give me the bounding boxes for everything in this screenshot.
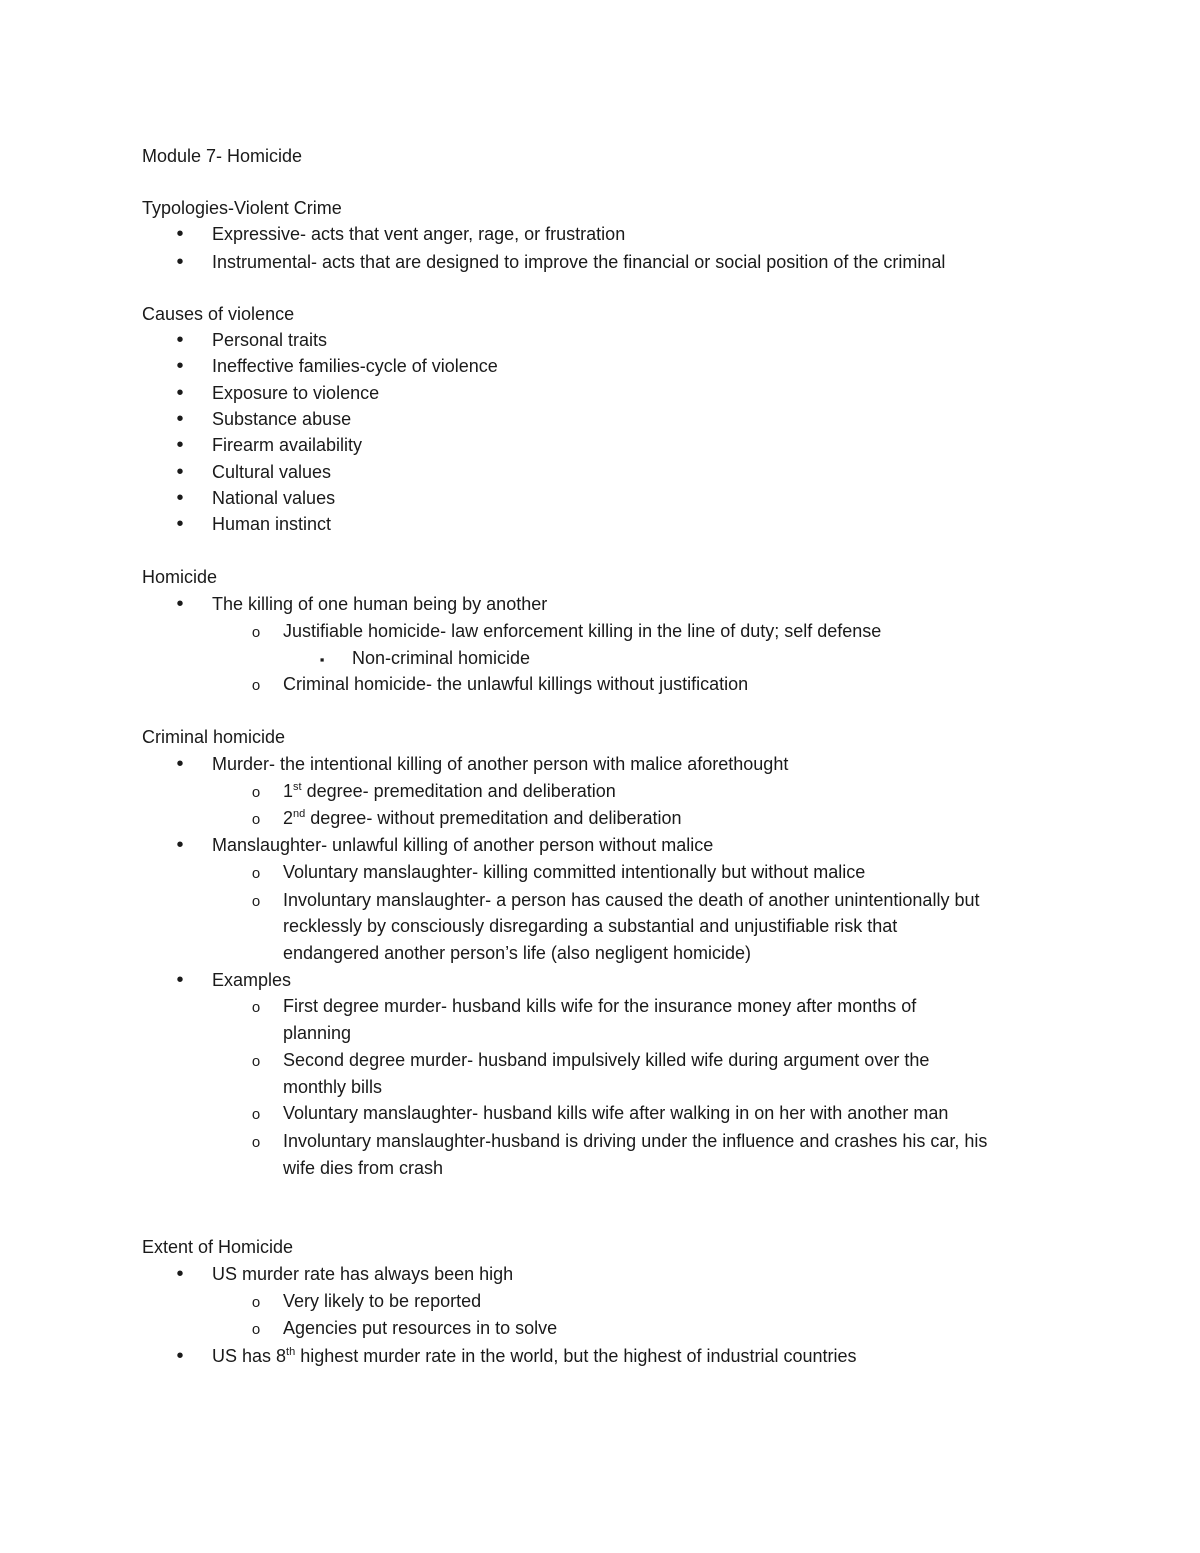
ordinal-suffix: st — [293, 781, 302, 793]
bullet-icon — [170, 1345, 190, 1367]
list-item-continuation: wife dies from crash — [283, 1158, 444, 1178]
list-item: US murder rate has always been high — [212, 1264, 514, 1284]
bullet-icon — [170, 461, 190, 483]
bullet-icon — [170, 513, 190, 535]
list-item: Second degree murder- husband impulsively killed wife during argument over the — [283, 1050, 930, 1070]
circle-bullet-icon — [246, 1290, 266, 1314]
list-item: Human instinct — [212, 514, 332, 534]
bullet-icon — [170, 408, 190, 430]
list-item: Involuntary manslaughter-husband is driving under the influence and crashes his car, his — [283, 1131, 988, 1151]
ordinal-number: 1 — [283, 781, 294, 801]
list-item: Expressive- acts that vent anger, rage, or frustration — [212, 224, 626, 244]
document-title: Module 7- Homicide — [142, 146, 303, 166]
criminal-homicide-heading: Criminal homicide — [142, 727, 286, 747]
bullet-icon — [170, 355, 190, 377]
circle-bullet-icon — [246, 1049, 266, 1073]
list-item: Criminal homicide- the unlawful killings without justification — [283, 674, 749, 694]
list-item: Substance abuse — [212, 409, 352, 429]
list-item: Voluntary manslaughter- killing committed intentionally but without malice — [283, 862, 866, 882]
bullet-icon — [170, 834, 190, 856]
item-text: highest murder rate in the world, but the highest of industrial countries — [295, 1346, 857, 1366]
list-item: Cultural values — [212, 462, 332, 482]
circle-bullet-icon — [246, 1102, 266, 1126]
typologies-heading: Typologies-Violent Crime — [142, 198, 342, 218]
list-item: The killing of one human being by another — [212, 594, 548, 614]
item-text: degree- without premeditation and deliberation — [305, 808, 682, 828]
list-item-continuation: endangered another person’s life (also negligent homicide) — [283, 943, 751, 963]
circle-bullet-icon — [246, 1317, 266, 1341]
causes-heading: Causes of violence — [142, 304, 295, 324]
ordinal-suffix: th — [286, 1346, 296, 1358]
item-text: degree- premeditation and deliberation — [301, 781, 616, 801]
ordinal-suffix: nd — [293, 808, 306, 820]
bullet-icon — [170, 969, 190, 991]
list-item — [283, 807, 682, 829]
ordinal-number: 2 — [283, 808, 294, 828]
list-item-continuation: planning — [283, 1023, 352, 1043]
square-bullet-icon — [312, 647, 332, 671]
item-text: US has 8 — [212, 1346, 287, 1366]
list-item: Exposure to violence — [212, 383, 380, 403]
list-item: Involuntary manslaughter- a person has caused the death of another unintentionally but — [283, 890, 980, 910]
list-item: Ineffective families-cycle of violence — [212, 356, 498, 376]
bullet-icon — [170, 223, 190, 245]
bullet-icon — [170, 382, 190, 404]
list-item: Examples — [212, 970, 292, 990]
bullet-icon — [170, 487, 190, 509]
list-item: Non-criminal homicide — [352, 648, 531, 668]
list-item-continuation: monthly bills — [283, 1077, 383, 1097]
list-item: Manslaughter- unlawful killing of another person without malice — [212, 835, 714, 855]
list-item: Instrumental- acts that are designed to improve the financial or social position of the criminal — [212, 252, 946, 272]
list-item: Justifiable homicide- law enforcement killing in the line of duty; self defense — [283, 621, 882, 641]
circle-bullet-icon — [246, 807, 266, 831]
list-item-continuation: recklessly by consciously disregarding a substantial and unjustifiable risk that — [283, 916, 898, 936]
circle-bullet-icon — [246, 620, 266, 644]
list-item: National values — [212, 488, 336, 508]
circle-bullet-icon — [246, 861, 266, 885]
list-item: Personal traits — [212, 330, 328, 350]
list-item: Firearm availability — [212, 435, 363, 455]
list-item: First degree murder- husband kills wife for the insurance money after months of — [283, 996, 917, 1016]
circle-bullet-icon — [246, 995, 266, 1019]
list-item — [283, 780, 616, 802]
list-item: Voluntary manslaughter- husband kills wife after walking in on her with another man — [283, 1103, 949, 1123]
list-item: Very likely to be reported — [283, 1291, 482, 1311]
bullet-icon — [170, 251, 190, 273]
bullet-icon — [170, 1263, 190, 1285]
list-item: Murder- the intentional killing of another person with malice aforethought — [212, 754, 789, 774]
list-item — [212, 1345, 857, 1367]
bullet-icon — [170, 593, 190, 615]
circle-bullet-icon — [246, 889, 266, 913]
bullet-icon — [170, 434, 190, 456]
circle-bullet-icon — [246, 1130, 266, 1154]
circle-bullet-icon — [246, 780, 266, 804]
bullet-icon — [170, 753, 190, 775]
circle-bullet-icon — [246, 673, 266, 697]
list-item: Agencies put resources in to solve — [283, 1318, 558, 1338]
homicide-heading: Homicide — [142, 567, 218, 587]
extent-heading: Extent of Homicide — [142, 1237, 294, 1257]
bullet-icon — [170, 329, 190, 351]
